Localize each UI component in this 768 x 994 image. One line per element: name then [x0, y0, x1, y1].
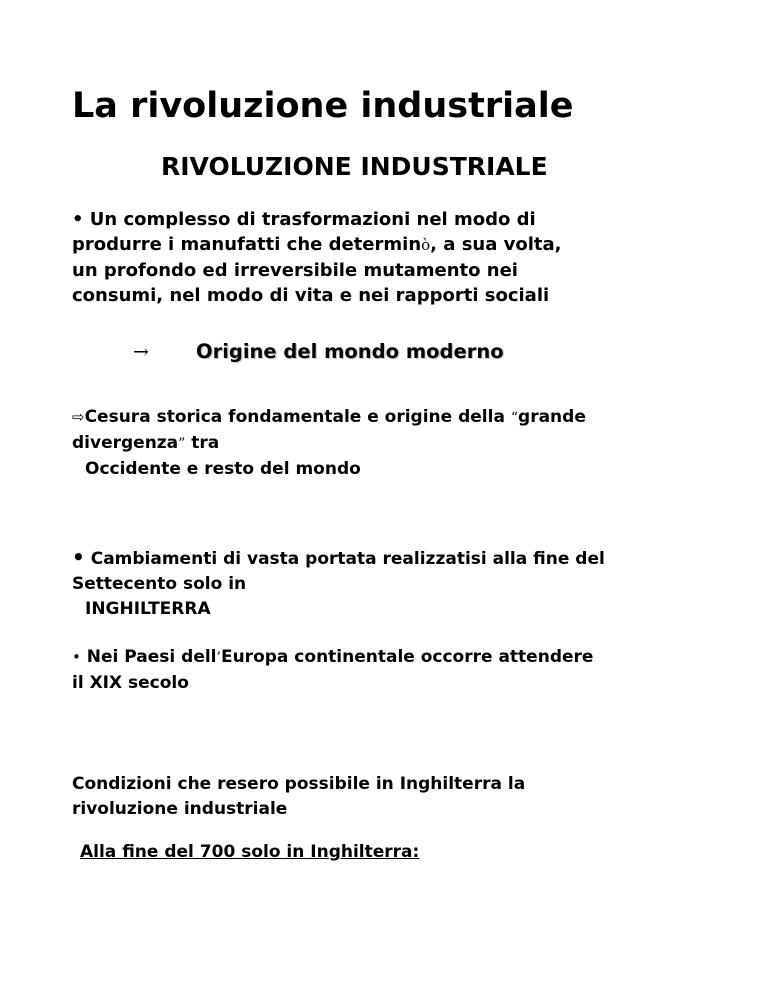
- paragraph-line: [72, 545, 605, 572]
- sub-heading: Alla fine del 700 solo in Inghilterra:: [80, 842, 420, 862]
- bullet: •: [72, 209, 84, 230]
- paragraph-line: consumi, nel modo di vita e nei rapporti sociali: [72, 285, 550, 306]
- paragraph-line: [72, 232, 562, 258]
- text-span: INGHILTERRA: [85, 599, 211, 619]
- paragraph-england: [72, 545, 605, 622]
- arrow-outline-right-icon: ⇨: [72, 408, 85, 426]
- text-span: Un complesso di trasformazioni nel modo di: [89, 209, 536, 230]
- paragraph-conditions: [72, 772, 525, 822]
- text-span: Europa continentale occorre attendere: [220, 647, 594, 667]
- quote-mark: ”: [178, 436, 186, 452]
- paragraph-line: [72, 405, 586, 431]
- document-title: La rivoluzione industriale: [72, 86, 574, 126]
- paragraph-continental-europe: [72, 645, 593, 696]
- text-span: Nei Paesi dell: [86, 647, 217, 667]
- bullet: •: [72, 648, 81, 666]
- quote-mark: “: [510, 410, 519, 426]
- text-span: grande: [518, 407, 586, 427]
- apostrophe: ’: [216, 650, 221, 666]
- text-span: divergenza: [72, 433, 179, 453]
- paragraph-line: [72, 457, 586, 482]
- paragraph-line: Settecento solo in: [72, 574, 247, 594]
- paragraph-line: un profondo ed irreversibile mutamento nei: [72, 260, 518, 281]
- paragraph-line: [72, 431, 586, 457]
- paragraph-line: Condizioni che resero possibile in Inghilterra la: [72, 774, 526, 794]
- text-span: , a sua volta,: [430, 234, 562, 255]
- text-span: ò: [421, 236, 431, 254]
- text-span: produrre i manufatti che determin: [72, 234, 422, 255]
- section-heading: RIVOLUZIONE INDUSTRIALE: [161, 152, 548, 181]
- text-span: Occidente e resto del mondo: [85, 459, 361, 479]
- paragraph-definition: [72, 207, 562, 308]
- paragraph-line: il XIX secolo: [72, 673, 189, 693]
- paragraph-divergence: [72, 405, 586, 482]
- paragraph-line: [72, 207, 562, 232]
- text-span: Cambiamenti di vasta portata realizzatisi alla fine del: [90, 549, 605, 569]
- paragraph-line: rivoluzione industriale: [72, 799, 288, 819]
- right-arrow-icon: →: [133, 341, 149, 363]
- paragraph-line: [72, 597, 605, 622]
- origin-heading: Origine del mondo moderno: [196, 340, 504, 363]
- text-span: tra: [185, 433, 220, 453]
- text-span: Cesura storica fondamentale e origine della: [84, 407, 511, 427]
- bullet: •: [72, 545, 85, 569]
- paragraph-line: [72, 645, 593, 671]
